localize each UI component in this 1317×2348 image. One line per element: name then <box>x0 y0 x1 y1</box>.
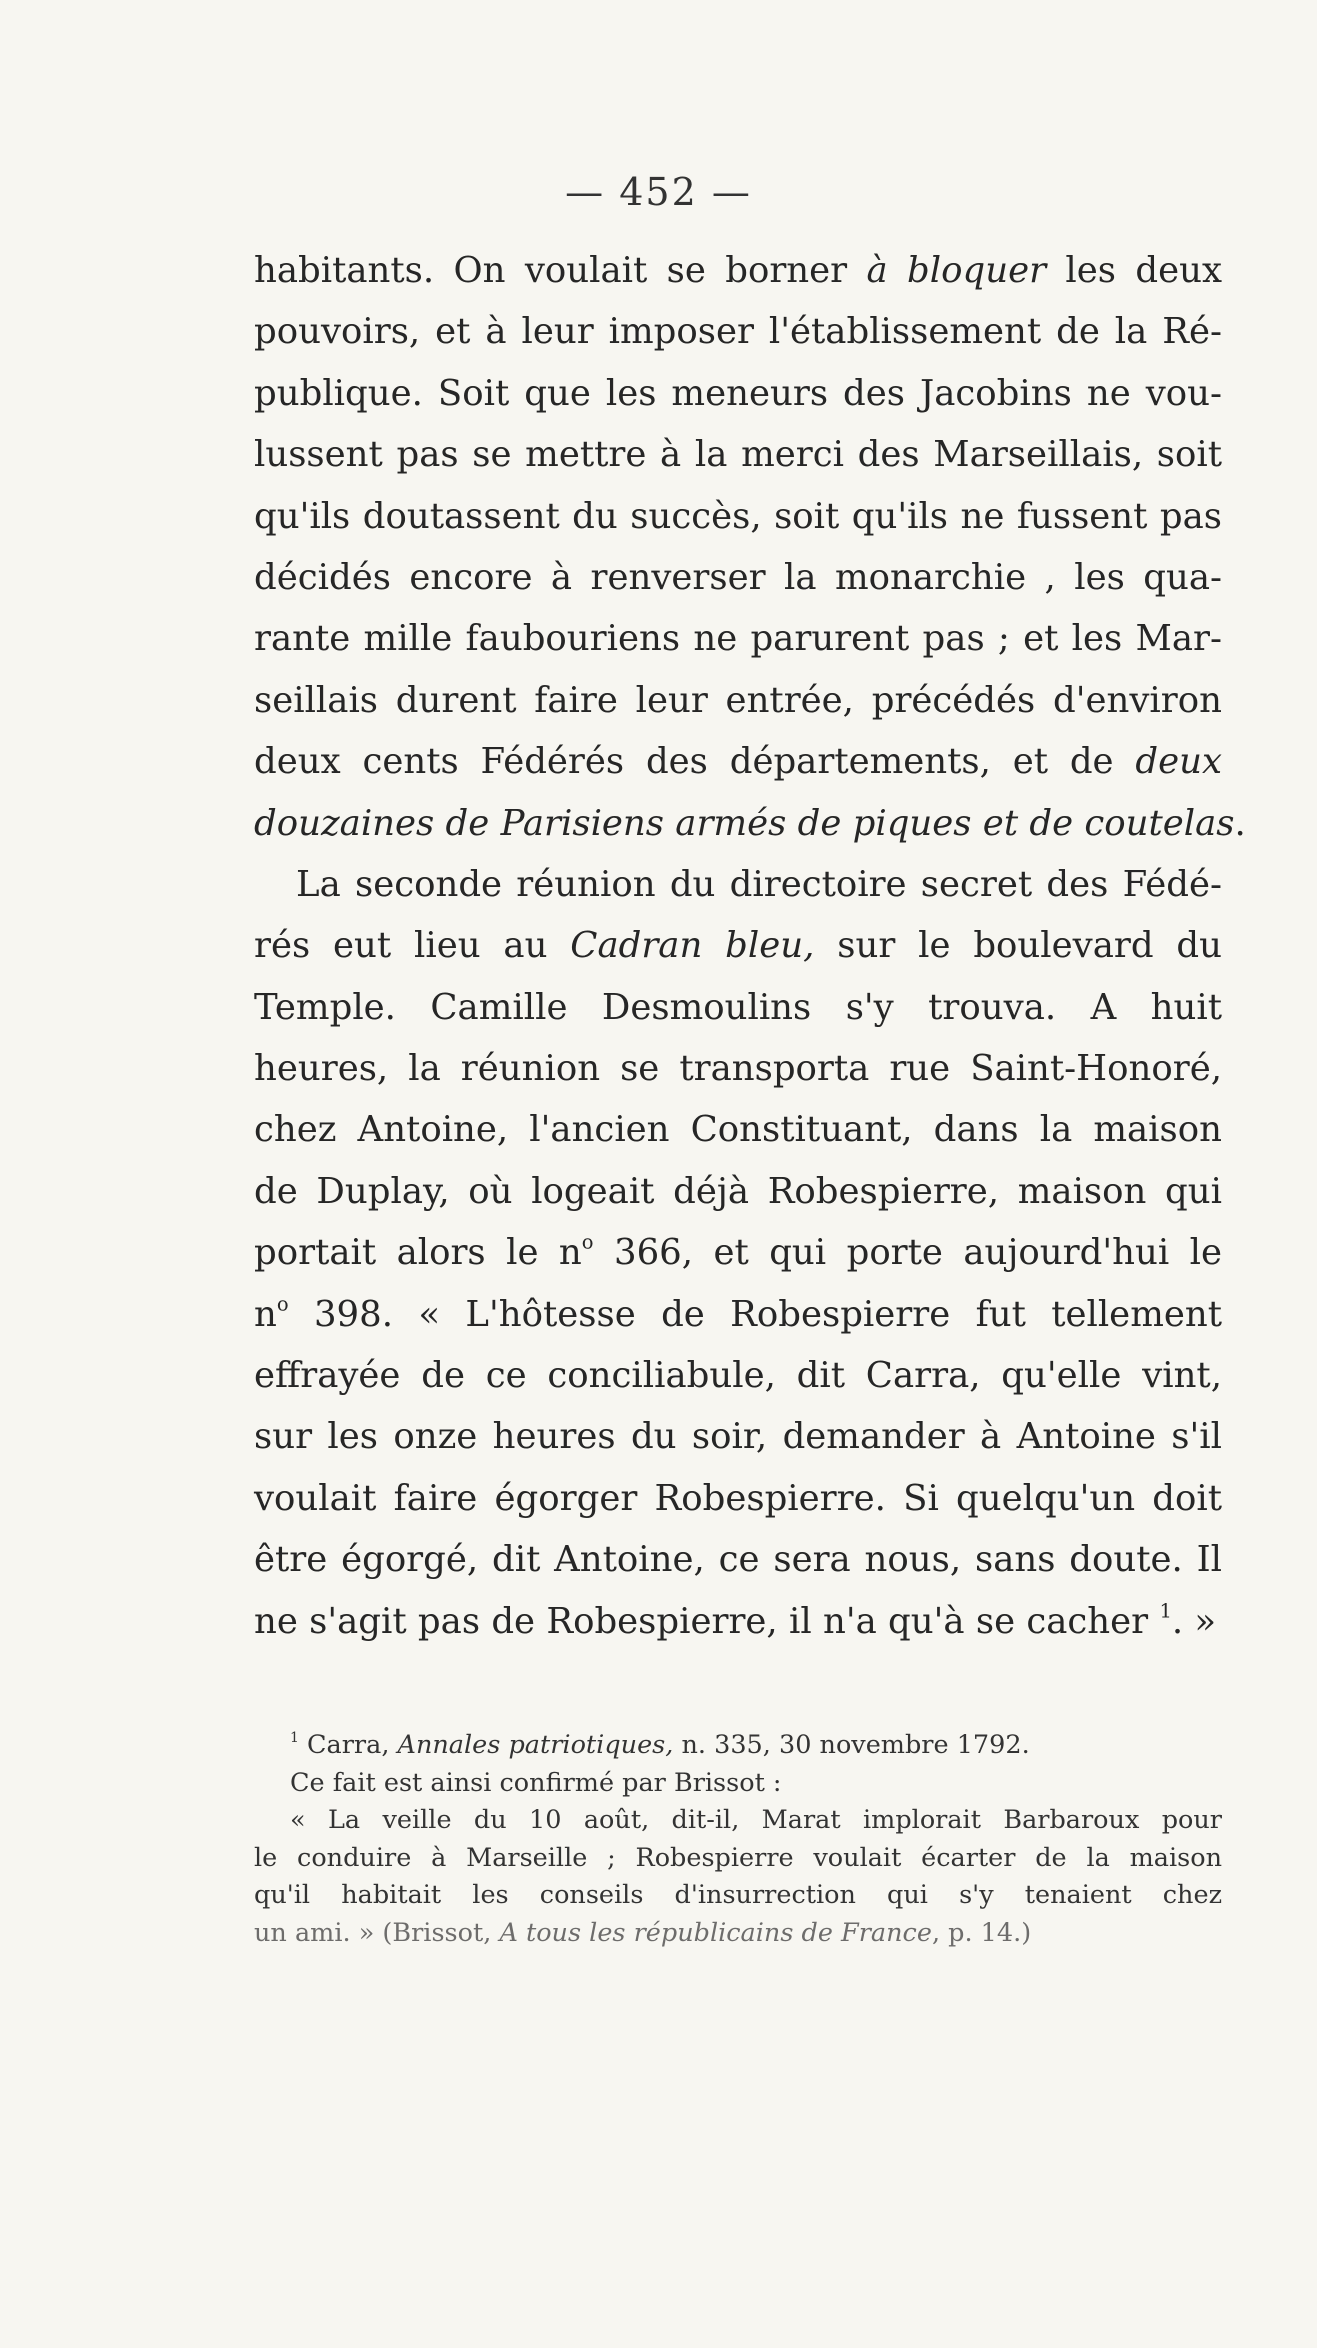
text-line: heures, la réunion se transporta rue Saint-Honoré, <box>254 1048 1222 1090</box>
footnote-line: Ce fait est ainsi confirmé par Brissot : <box>290 1767 782 1798</box>
text-line: voulait faire égorger Robespierre. Si quelqu'un doit <box>254 1477 1222 1519</box>
footnote: $^1$ Carra, Annales patriotiques, n. 335, 30 novembre 1792. <box>290 1729 1030 1760</box>
text-line: être égorgé, dit Antoine, ce sera nous, sans doute. Il <box>254 1539 1222 1581</box>
paragraph-start: La seconde réunion du directoire secret des Fédé- <box>296 863 1222 905</box>
text-line: habitants. On voulait se borner à bloquer les deux <box>254 250 1222 291</box>
text-line: seillais durent faire leur entrée, précédés d'environ <box>254 679 1222 721</box>
text-line: sur les onze heures du soir, demander à Antoine s'il <box>254 1416 1222 1458</box>
footnote-ref: 1 <box>1159 1598 1172 1622</box>
text-line: de Duplay, où logeait déjà Robespierre, maison qui <box>254 1170 1222 1212</box>
footnote-line: « La veille du 10 août, dit-il, Marat implorait Barbaroux pour <box>290 1805 1222 1835</box>
text-line: décidés encore à renverser la monarchie , les qua- <box>254 556 1222 598</box>
text-line: pouvoirs, et à leur imposer l'établissement de la Ré- <box>254 311 1222 353</box>
text-line: rante mille faubouriens ne parurent pas ; et les Mar- <box>254 618 1222 660</box>
text-line: deux cents Fédérés des départements, et de deux <box>254 741 1222 783</box>
page-number: — 452 — <box>565 170 752 214</box>
footnotes <box>254 1727 1222 1952</box>
text-line: douzaines de Parisiens armés de piques et de coutelas. <box>254 802 1246 844</box>
footnote-line: un ami. » (Brissot, A tous les républicains de France, p. 14.) <box>254 1917 1032 1948</box>
footnote-line: le conduire à Marseille ; Robespierre voulait écarter de la maison <box>254 1842 1222 1873</box>
text-line: Temple. Camille Desmoulins s'y trouva. A huit <box>254 986 1222 1028</box>
text-line: portait alors le $n^o$ 366, et qui porte aujourd'hui le <box>254 1230 1222 1274</box>
text-line: rés eut lieu au Cadran bleu, sur le boulevard du <box>254 925 1222 967</box>
text-line: chez Antoine, l'ancien Constituant, dans la maison <box>254 1109 1222 1151</box>
text-line: ne s'agit pas de Robespierre, il n'a qu'à se cacher $^1$. » <box>254 1598 1217 1642</box>
text-line: qu'ils doutassent du succès, soit qu'ils ne fussent pas <box>254 495 1222 537</box>
text-line: lussent pas se mettre à la merci des Marseillais, soit <box>254 434 1222 476</box>
text-line: publique. Soit que les meneurs des Jacobins ne vou- <box>254 372 1222 414</box>
main-text <box>254 240 1246 1652</box>
text-line: effrayée de ce conciliabule, dit Carra, qu'elle vint, <box>254 1355 1222 1397</box>
footnote-line: qu'il habitait les conseils d'insurrection qui s'y tenaient chez <box>254 1880 1222 1910</box>
text-line: $n^o$ 398. « L'hôtesse de Robespierre fut tellement <box>254 1292 1222 1335</box>
